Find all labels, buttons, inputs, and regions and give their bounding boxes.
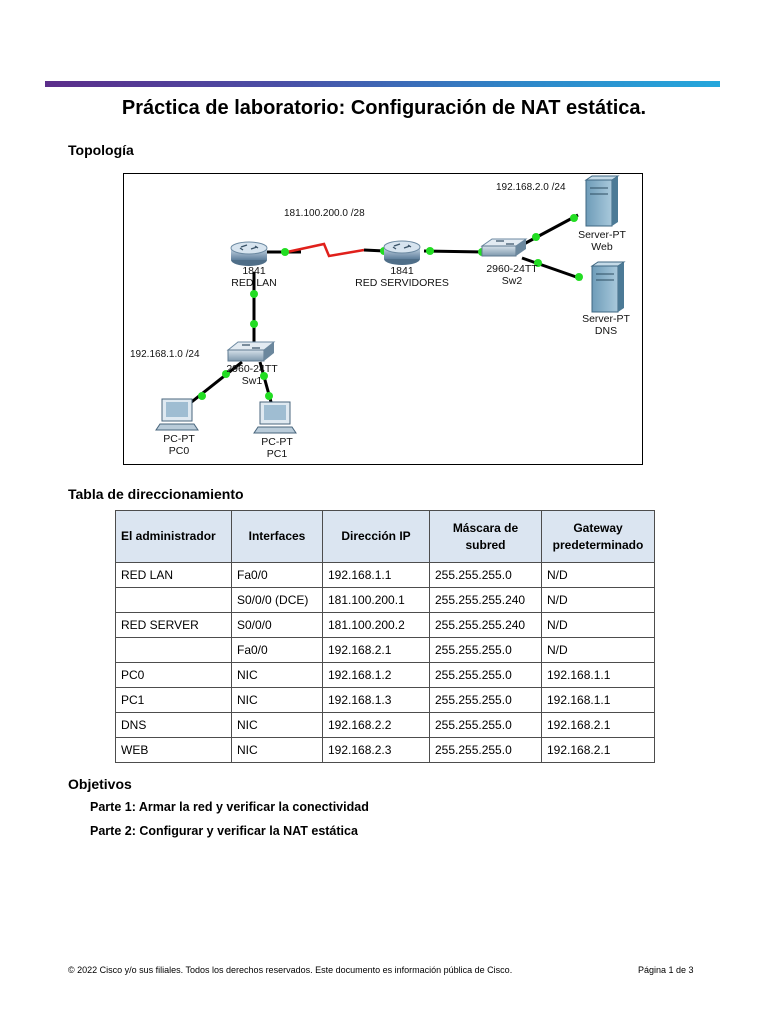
link-sw2-web bbox=[522, 215, 578, 245]
table-cell: 255.255.255.240 bbox=[430, 588, 542, 613]
pc1-name: PC1 bbox=[266, 448, 288, 460]
table-cell: RED LAN bbox=[116, 563, 232, 588]
sw2-label bbox=[480, 263, 544, 287]
router-red-servidores-icon[interactable] bbox=[384, 241, 420, 265]
srv-web-name: Web bbox=[591, 241, 613, 253]
srv-dns-label bbox=[576, 313, 636, 337]
col-ip: Dirección IP bbox=[323, 511, 430, 563]
topology-heading: Topología bbox=[68, 142, 134, 158]
router-red-lan-icon[interactable] bbox=[231, 242, 267, 266]
table-cell: 181.100.200.1 bbox=[323, 588, 430, 613]
table-cell: 255.255.255.0 bbox=[430, 663, 542, 688]
table-row bbox=[116, 588, 655, 613]
table-row bbox=[116, 563, 655, 588]
r1-model: 1841 bbox=[242, 265, 266, 277]
footer-page-number: Página 1 de 3 bbox=[638, 965, 694, 975]
pc0-icon[interactable] bbox=[156, 399, 198, 430]
r1-name: RED LAN bbox=[231, 277, 277, 289]
pc0-label bbox=[152, 433, 206, 457]
footer-copyright: © 2022 Cisco y/o sus filiales. Todos los derechos reservados. Este documento es información pública de Cisco. bbox=[68, 965, 513, 975]
table-cell: 192.168.2.2 bbox=[323, 713, 430, 738]
pc1-icon[interactable] bbox=[254, 402, 296, 433]
header-accent-bar bbox=[45, 81, 720, 87]
table-cell: NIC bbox=[232, 713, 323, 738]
table-row bbox=[116, 613, 655, 638]
table-cell: 181.100.200.2 bbox=[323, 613, 430, 638]
table-row bbox=[116, 638, 655, 663]
table-cell: DNS bbox=[116, 713, 232, 738]
srv-web-type: Server-PT bbox=[578, 229, 626, 241]
switch-sw1-icon[interactable] bbox=[228, 342, 274, 361]
objective-item: Parte 2: Configurar y verificar la NAT estática bbox=[90, 824, 358, 838]
srv-dns-name: DNS bbox=[594, 325, 618, 337]
table-cell: 192.168.2.1 bbox=[542, 713, 655, 738]
r1-label bbox=[229, 265, 279, 289]
r2-model: 1841 bbox=[390, 265, 414, 277]
table-heading: Tabla de direccionamiento bbox=[68, 486, 244, 502]
table-cell: Fa0/0 bbox=[232, 638, 323, 663]
server-web-icon[interactable] bbox=[586, 176, 618, 226]
table-cell: 192.168.2.1 bbox=[542, 738, 655, 763]
objective-item: Parte 1: Armar la red y verificar la conectividad bbox=[90, 800, 369, 814]
table-row bbox=[116, 738, 655, 763]
table-cell: PC1 bbox=[116, 688, 232, 713]
table-cell: 192.168.1.1 bbox=[542, 663, 655, 688]
topology-diagram bbox=[123, 173, 643, 465]
server-dns-icon[interactable] bbox=[592, 262, 624, 312]
table-cell bbox=[116, 638, 232, 663]
link-r1-r2-serial bbox=[287, 244, 364, 256]
table-cell: NIC bbox=[232, 663, 323, 688]
col-interfaces: Interfaces bbox=[232, 511, 323, 563]
pc0-name: PC0 bbox=[168, 445, 190, 457]
table-cell: 192.168.1.3 bbox=[323, 688, 430, 713]
table-cell: N/D bbox=[542, 613, 655, 638]
pc0-type: PC-PT bbox=[163, 433, 195, 445]
r2-label bbox=[352, 265, 452, 289]
table-row bbox=[116, 713, 655, 738]
table-cell: 192.168.2.1 bbox=[323, 638, 430, 663]
srv-web-label bbox=[572, 229, 632, 253]
table-body bbox=[116, 563, 655, 763]
col-admin: El administrador bbox=[116, 511, 232, 563]
table-cell: 192.168.2.3 bbox=[323, 738, 430, 763]
table-cell: 255.255.255.0 bbox=[430, 563, 542, 588]
table-cell: 255.255.255.0 bbox=[430, 638, 542, 663]
net-label-srv: 192.168.2.0 /24 bbox=[496, 182, 566, 193]
table-cell: N/D bbox=[542, 563, 655, 588]
table-cell: Fa0/0 bbox=[232, 563, 323, 588]
addressing-table bbox=[115, 510, 655, 763]
sw2-model: 2960-24TT bbox=[486, 263, 538, 275]
pc1-type: PC-PT bbox=[261, 436, 293, 448]
table-cell: RED SERVER bbox=[116, 613, 232, 638]
table-cell bbox=[116, 588, 232, 613]
col-mask: Máscara de subred bbox=[430, 511, 542, 563]
table-header-row bbox=[116, 511, 655, 563]
switch-sw2-icon[interactable] bbox=[482, 239, 526, 256]
table-row bbox=[116, 688, 655, 713]
table-cell: WEB bbox=[116, 738, 232, 763]
col-gateway: Gateway predeterminado bbox=[542, 511, 655, 563]
sw1-model: 2960-24TT bbox=[226, 363, 278, 375]
table-cell: NIC bbox=[232, 688, 323, 713]
table-cell: 255.255.255.0 bbox=[430, 738, 542, 763]
table-cell: PC0 bbox=[116, 663, 232, 688]
table-cell: S0/0/0 (DCE) bbox=[232, 588, 323, 613]
table-cell: 192.168.1.2 bbox=[323, 663, 430, 688]
net-label-wan: 181.100.200.0 /28 bbox=[284, 208, 365, 219]
sw1-label bbox=[220, 363, 284, 387]
page-title: Práctica de laboratorio: Configuración de NAT estática. bbox=[121, 97, 647, 119]
srv-dns-type: Server-PT bbox=[582, 313, 630, 325]
table-cell: 255.255.255.240 bbox=[430, 613, 542, 638]
table-cell: N/D bbox=[542, 588, 655, 613]
sw1-name: Sw1 bbox=[241, 375, 263, 387]
table-row bbox=[116, 663, 655, 688]
table-cell: N/D bbox=[542, 638, 655, 663]
table-cell: S0/0/0 bbox=[232, 613, 323, 638]
topology-canvas bbox=[124, 174, 644, 466]
pc1-label bbox=[250, 436, 304, 460]
table-cell: 192.168.1.1 bbox=[542, 688, 655, 713]
table-cell: 255.255.255.0 bbox=[430, 713, 542, 738]
sw2-name: Sw2 bbox=[501, 275, 523, 287]
net-label-lan: 192.168.1.0 /24 bbox=[130, 349, 200, 360]
table-cell: 255.255.255.0 bbox=[430, 688, 542, 713]
objectives-heading: Objetivos bbox=[68, 776, 132, 792]
table-cell: NIC bbox=[232, 738, 323, 763]
table-cell: 192.168.1.1 bbox=[323, 563, 430, 588]
r2-name: RED SERVIDORES bbox=[355, 277, 449, 289]
